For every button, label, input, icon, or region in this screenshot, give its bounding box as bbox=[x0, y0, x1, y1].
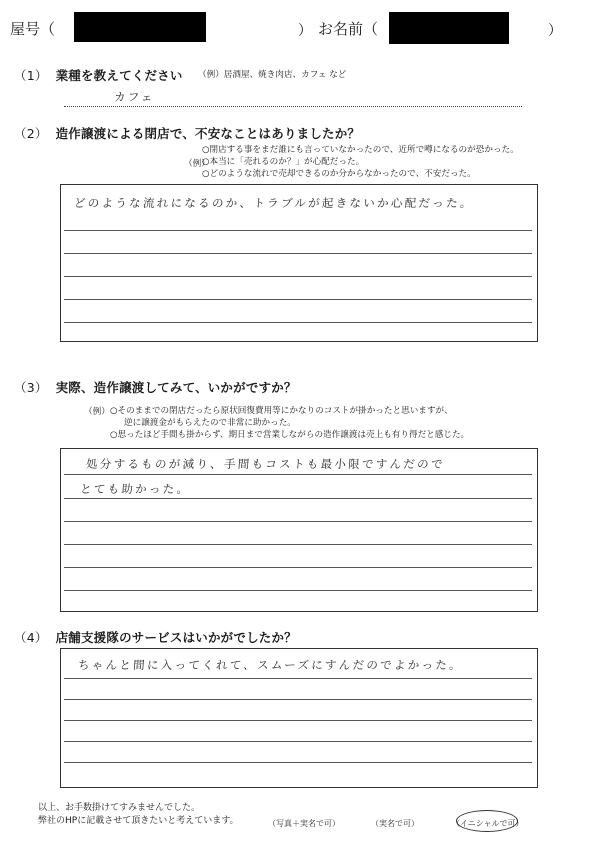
q4-heading bbox=[14, 628, 297, 646]
q3-rule-2 bbox=[64, 498, 532, 499]
footer-line-1: 以上、お手数掛けてすみませんでした。 bbox=[38, 803, 201, 813]
q2-rule-3 bbox=[64, 276, 532, 277]
q2-rule-2 bbox=[64, 253, 532, 254]
q2-example-2: ○本当に「売れるのか？」が心配だった。 bbox=[202, 157, 365, 167]
q3-answer-line-2: とても助かった。 bbox=[79, 482, 191, 496]
footer-line-2: 弊社のHPに記載させて頂きたいと考えています。 bbox=[38, 816, 239, 826]
q2-number: （2） bbox=[14, 126, 48, 141]
q3-example-1: ○そのままでの閉店だったら原状回復費用等にかなりのコストが掛かったと思いますが、 bbox=[110, 406, 453, 416]
q1-number: （1） bbox=[14, 68, 48, 83]
q4-rule-4 bbox=[64, 741, 532, 742]
q3-example-label: （例） bbox=[84, 407, 110, 417]
q3-heading bbox=[14, 378, 297, 396]
q2-examples bbox=[202, 144, 519, 180]
shop-name-redacted bbox=[74, 12, 206, 42]
q4-rule-5 bbox=[64, 762, 532, 763]
q2-example-1: ○閉店する事をまだ誰にも言っていなかったので、近所で噂になるのが恐かった。 bbox=[202, 145, 519, 155]
q1-answer: カフェ bbox=[113, 90, 156, 104]
q3-rule-3 bbox=[64, 521, 532, 522]
q3-number: （3） bbox=[14, 380, 48, 395]
q2-rule-1 bbox=[64, 230, 532, 231]
q2-answer: どのような流れになるのか、トラブルが起きないか心配だった。 bbox=[73, 196, 475, 210]
q4-answer: ちゃんと間に入ってくれて、スムーズにすんだのでよかった。 bbox=[77, 658, 464, 672]
option-real-name[interactable]: （実名で可） bbox=[371, 819, 419, 828]
q2-rule-5 bbox=[64, 322, 532, 323]
q2-rule-4 bbox=[64, 299, 532, 300]
q3-rule-5 bbox=[64, 567, 532, 568]
q3-example-3: ○思ったほど手間も掛からず、期日まで営業しながらの造作譲渡は売上も有り得だと感じた。 bbox=[110, 430, 470, 440]
q1-answer-line bbox=[64, 106, 522, 107]
q2-heading bbox=[14, 124, 360, 142]
q4-number: （4） bbox=[14, 630, 48, 645]
shop-name-label: 屋号（ bbox=[10, 20, 56, 38]
q2-example-label: （例） bbox=[184, 159, 210, 169]
q4-rule-2 bbox=[64, 699, 532, 700]
q3-example-2: 逆に譲渡金がもらえたので非常に助かった。 bbox=[124, 418, 296, 428]
q1-example: （例）居酒屋、焼き肉店、カフェ など bbox=[198, 70, 347, 80]
q4-rule-3 bbox=[64, 720, 532, 721]
selected-option-circle bbox=[456, 810, 518, 832]
q3-examples bbox=[110, 405, 469, 441]
q3-rule-6 bbox=[64, 590, 532, 591]
option-photo-and-name[interactable]: （写真＋実名で可） bbox=[268, 819, 340, 828]
q3-answer-line-1: 処分するものが減り、手間もコストも最小限ですんだので bbox=[85, 457, 446, 471]
q3-rule-1 bbox=[64, 474, 532, 475]
q3-rule-4 bbox=[64, 544, 532, 545]
q3-answer-box bbox=[60, 448, 538, 612]
shop-name-close: ） bbox=[298, 23, 312, 39]
q1-question: 業種を教えてください bbox=[55, 68, 183, 83]
q2-question: 造作譲渡による閉店で、不安なことはありましたか？ bbox=[55, 126, 361, 141]
person-name-label: お名前（ bbox=[318, 20, 379, 38]
q2-example-3: ○どのような流れで売却できるのか分からなかったので、不安だった。 bbox=[202, 169, 476, 179]
q3-question: 実際、造作譲渡してみて、いかがですか？ bbox=[55, 380, 297, 395]
option-initials[interactable]: （イニシャルで可） bbox=[452, 819, 524, 828]
person-name-close: ） bbox=[548, 23, 562, 39]
person-name-redacted bbox=[389, 12, 509, 44]
q1-heading bbox=[14, 66, 183, 84]
q4-question: 店舗支援隊のサービスはいかがでしたか？ bbox=[55, 630, 297, 645]
footer-text bbox=[38, 802, 238, 828]
q4-rule-1 bbox=[64, 678, 532, 679]
